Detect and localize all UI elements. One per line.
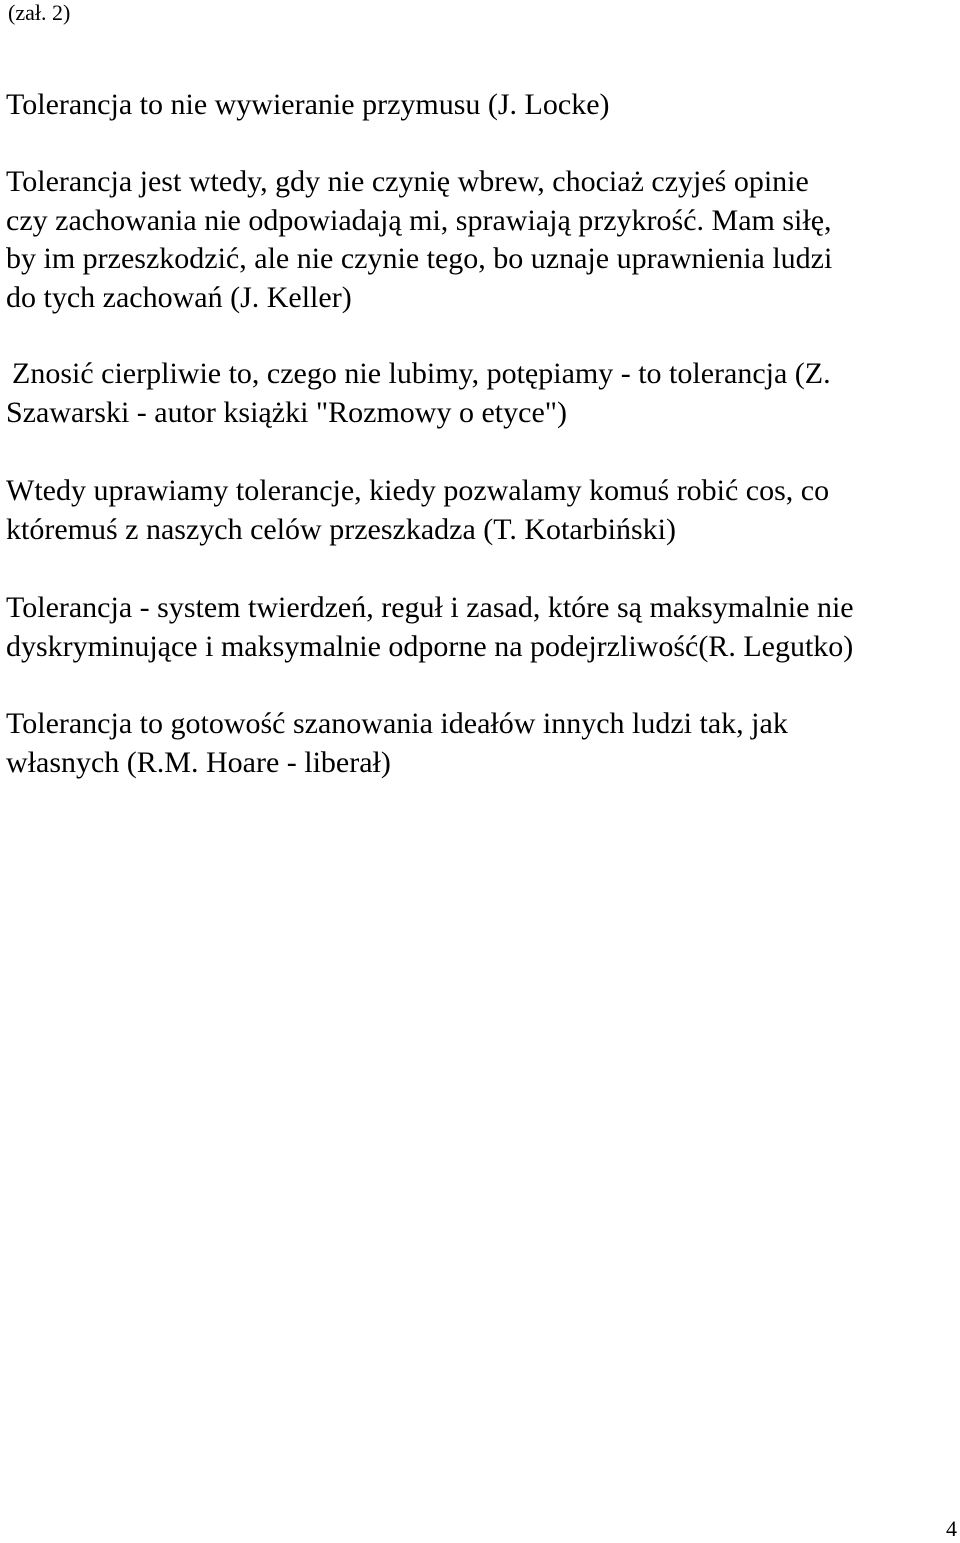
paragraph-line: Znosić cierpliwie to, czego nie lubimy, potępiamy - to tolerancja (Z.	[12, 357, 831, 390]
quote-paragraph-szawarski	[6, 355, 958, 432]
paragraph-line: Tolerancja to gotowość szanowania ideałów innych ludzi tak, jak	[6, 707, 788, 740]
quote-paragraph-legutko	[6, 589, 958, 666]
quote-paragraph-locke	[6, 86, 958, 125]
paragraph-line: Tolerancja jest wtedy, gdy nie czynię wbrew, chociaż czyjeś opinie	[6, 165, 809, 198]
quote-paragraph-kotarbinski	[6, 472, 958, 549]
paragraph-line: Tolerancja to nie wywieranie przymusu (J. Locke)	[6, 88, 610, 121]
paragraph-line: Tolerancja - system twierdzeń, reguł i zasad, które są maksymalnie nie	[6, 591, 854, 624]
quote-paragraph-hoare	[6, 705, 958, 782]
paragraph-line: któremuś z naszych celów przeszkadza (T. Kotarbiński)	[6, 512, 677, 546]
paragraph-line: dyskryminujące i maksymalnie odporne na podejrzliwość(R. Legutko)	[6, 629, 854, 663]
attachment-note: (zał. 2)	[8, 0, 71, 25]
paragraph-line: Szawarski - autor książki "Rozmowy o etyce")	[6, 395, 567, 429]
paragraph-line: własnych (R.M. Hoare - liberał)	[6, 745, 391, 779]
paragraph-line: czy zachowania nie odpowiadają mi, sprawiają przykrość. Mam siłę,	[6, 203, 832, 237]
paragraph-line: Wtedy uprawiamy tolerancje, kiedy pozwalamy komuś robić cos, co	[6, 474, 830, 507]
page-number: 4	[946, 1516, 957, 1541]
quote-paragraph-keller	[6, 163, 958, 317]
paragraph-line: by im przeszkodzić, ale nie czynie tego, bo uznaje uprawnienia ludzi	[6, 242, 833, 275]
paragraph-line: do tych zachowań (J. Keller)	[6, 280, 352, 314]
